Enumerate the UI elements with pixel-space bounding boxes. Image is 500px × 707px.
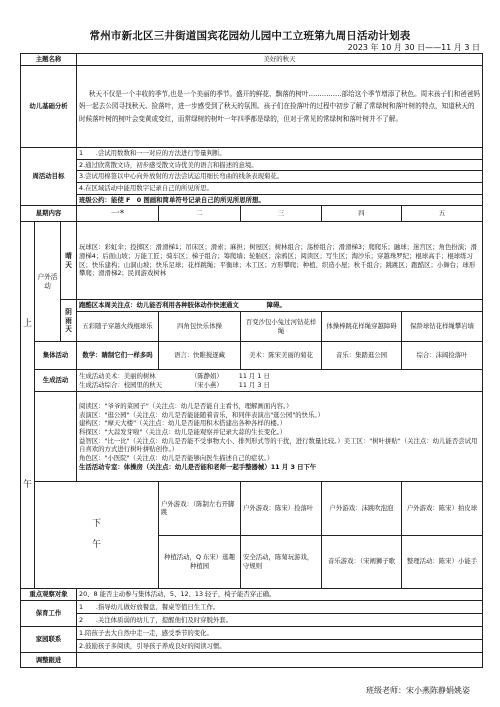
rain-cell-thu: 体操棒跳花样绳穿越障碍: [322, 312, 402, 342]
rain-cell-mon: 五彩随子穿越火线棍球乐: [77, 312, 159, 342]
day-tue: 二: [159, 206, 241, 222]
pm-activity-tue: 安全活动，陈菊玩游戏，守规则: [241, 535, 322, 588]
goal-1: 1 .尝试用数数和一一对应的方法进行等量判断。: [77, 148, 483, 160]
weekly-plan-table: [20, 53, 483, 668]
goal-2: 2.通过欣赏散文诗，初步感受散文诗优美的语言和描述的意境。: [77, 159, 483, 171]
page-title: 常州市新北区三井街道国宾花园幼儿园中工立班第九周日活动计划表: [89, 30, 411, 42]
goal-4: 4.在区域活动中能用数字记录自己的所见所思。: [77, 182, 483, 194]
pm-activity-wed: 音乐游戏：（宋阐狮子歌: [322, 535, 402, 588]
rainy-label: 阴雨天: [61, 300, 77, 342]
theme-label: 主题名称: [21, 54, 77, 66]
date-range: 2023 年 10 月 30 日——11 月 3 日: [347, 43, 480, 52]
pm-activity-thu: 整理活动：陈宋）小能手: [402, 535, 483, 588]
day-thu: 四: [322, 206, 402, 222]
week-label: 星期内容: [21, 206, 77, 222]
day-wed: 三: [241, 206, 322, 222]
home-item-1: 1.陪孩子去大自然中走一走，感受季节的变化。: [77, 626, 483, 639]
areas-spacer: [35, 392, 77, 482]
theme-value: 美好的秋天: [77, 54, 483, 66]
pm-label: 下 午: [35, 482, 159, 589]
rain-cell-fri: 保龄球钻花样绳攀岩墙: [402, 312, 483, 342]
adjust-value: [77, 652, 483, 667]
group-mon: 数学：睛制它们一样多吗: [77, 342, 159, 370]
generate-lines: 生成活动美术：美丽的树林 （陈静娟） 11 月 1 日 生成活动综合：校园里的秋天 （宋小燕） 11 月 3 日: [77, 370, 483, 392]
basis-text: 秋天不仅是一个丰收的季节,也是一个美丽的季节。盛开的鲜花、飘落的树叶……………部给这个季节增添了秋色。周末孩子们和爸爸妈妈一起去公园寻找秋天、捡落叶，进一步感受到了秋天的氛围。孩子们在捡落叶的过程中初步了解了常绿树和落叶树的特点，知道秋天的时候落叶树的树叶会变黄或变红，而常绿树的树叶一年四季都是绿的，但对于常见的常绿树和落叶树并不了解。: [77, 66, 483, 148]
sunny-label: 晴天: [61, 222, 77, 300]
pm-outdoor-mon: 户外游戏：（陈制左右开脚跳: [159, 482, 241, 535]
pm-outdoor-wed: 户外游戏：沫跳吹泡泡: [322, 482, 402, 535]
group-label: 集体活动: [35, 342, 77, 370]
day-fri: 五: [402, 206, 483, 222]
group-tue: 语言：快睢搅逐藏: [159, 342, 241, 370]
care-label: 保育工作: [21, 600, 77, 626]
pm-outdoor-thu: 户外游戏：陈宋）拍皮球: [402, 482, 483, 535]
group-fri: 综合：沫阔捡落叶: [402, 342, 483, 370]
adjust-label: 调整跟进: [21, 652, 77, 667]
sunny-areas: 玩球区：彩虹伞；投掷区：滑滑梯1；吊床区；滑索；麻担；树屋区；树林组合；荡桥组合；滑滑梯3；爬爬乐；融球；迷宫区；角色扮演；滑滑梯4；后面山坡；万能工匠；骑车区；梯子组合；筹爬墙；轮胎区；涂鸦区；阅读区；写生区；淘沙乐；穿越珠罗纪；棍球高手；棍球练习区；快乐建构；山洞山坡；快乐足球；花样跳绳；平衡球；木工区；方形攀爬；种植、织造小屋；秋千组合；跳跳区；跑酷区；小舞台；球形攀爬；滑滑梯2；民间游戏树林: [77, 222, 483, 300]
home-item-2: 2.鼓励孩子多阅读，引导孩子养成良好的阅读习惯。: [77, 639, 483, 652]
group-thu: 音乐：集踏逛公园: [322, 342, 402, 370]
goal-3: 3.尝试用棉签以中心向外放射的方法尝试运用细长弯曲的线条表现菊花。: [77, 171, 483, 183]
goals-label: 周活动目标: [21, 148, 77, 206]
am-label: 上 午: [21, 222, 35, 589]
outdoor-label: 户外活动: [35, 222, 61, 342]
care-item-2: 2 .关注体质弱的幼儿了，提醒他们及时穿脱外套。: [77, 613, 483, 626]
class-convention: 班级公约：能使 F 0 图画和简单符号记录自己的所见所思所想。: [77, 194, 483, 206]
rain-focus-note: 跑酷区本周关注点：幼儿能否利用各种肢体动作快速通文 障碍。: [77, 300, 483, 312]
pm-activity-mon: 种植活动，Q 东宋）逛趣种植园: [159, 535, 241, 588]
area-activities: 阅读区："爷爷的菜园子"（关注点：幼儿是否能自主看书，理解画面内容。） 表演区："逛公园"（关注点：幼儿是否能能随着音乐，和同伴表演出"逛公园"的快乐。） 建构区："摩天大楼"（关注点：幼儿是否能用积木搭建出各种各样的楼。） 科探区："大蒜发芽啦"（关注点：幼儿是能观察并记录大蒜的生长变化。） 益智区："比一比"（关注点：幼儿是否能不受事物大小、排列形式等的干扰，进行数量比较。）美工区："树叶拼贴"（关注点：幼儿能否尝试用自喜欢的方式进行树叶拼贴创作。） 角色区："小医院"（关注点：幼儿是否能够向医生描述自己的症状。） 生活活动专室：体操房（关注点：幼儿是否能和老师一起手整器械）11 月 3 日下午: [77, 392, 483, 482]
pm-outdoor-tue: 户外游戏：陈宋）捡落叶: [241, 482, 322, 535]
basis-label: 幼儿基础分析: [21, 66, 77, 148]
teachers-signature: 班级老师：宋小燕陈静娟姚姿: [366, 686, 470, 695]
rain-cell-tue: 四角包快乐体操: [159, 312, 241, 342]
group-wed: 美术：陈宋美丽的菊花: [241, 342, 322, 370]
focus-obs-label: 重点观察对象: [21, 588, 77, 600]
generate-label: 生成活动: [35, 370, 77, 392]
day-mon: 一*: [77, 206, 159, 222]
home-label: 家园联系: [21, 626, 77, 652]
rain-cell-wed: 百变沙包小兔过河钻花样绳: [241, 312, 322, 342]
focus-obs-value: 20、8 能否主动参与集体活动，5、12、13 轻子，椅子能否穿正确。: [77, 588, 483, 600]
care-item-1: 1 .指导幼儿做好放餐盘、餐桌等值日生工作。: [77, 600, 483, 613]
